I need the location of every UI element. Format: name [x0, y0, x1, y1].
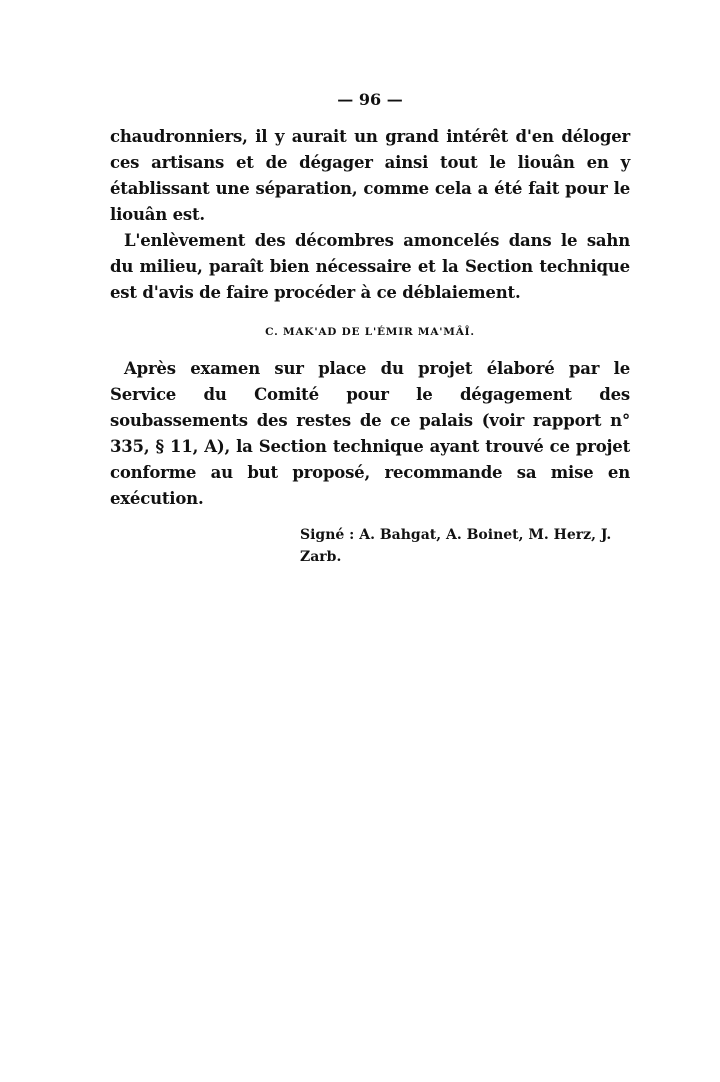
page-number: — 96 — — [337, 90, 403, 109]
signature-line: Signé : A. Bahgat, A. Boinet, M. Herz, J. Zarb. — [300, 527, 612, 565]
section-heading: C. MAK'AD DE L'ÉMIR MA'MÂÎ. — [265, 326, 475, 338]
paragraph-continuation: chaudronniers, il y aurait un grand intérêt d'en déloger ces artisans et de dégager ainsi tout le liouân en y établissant une séparation, comme cela a été fait pour le liouân est. — [110, 127, 630, 224]
paragraph-debris-removal: L'enlèvement des décombres amoncelés dans le sahn du milieu, paraît bien nécessaire et la Section technique est d'avis de faire procéder à ce déblaiement. — [110, 231, 630, 302]
document-page — [110, 90, 630, 568]
section-paragraph: Après examen sur place du projet élaboré par le Service du Comité pour le dégagement des soubassements des restes de ce palais (voir rapport n° 335, § 11, A), la Section technique ayant trouvé ce projet conforme au but proposé, recommande sa mise en exécution. — [110, 359, 630, 508]
